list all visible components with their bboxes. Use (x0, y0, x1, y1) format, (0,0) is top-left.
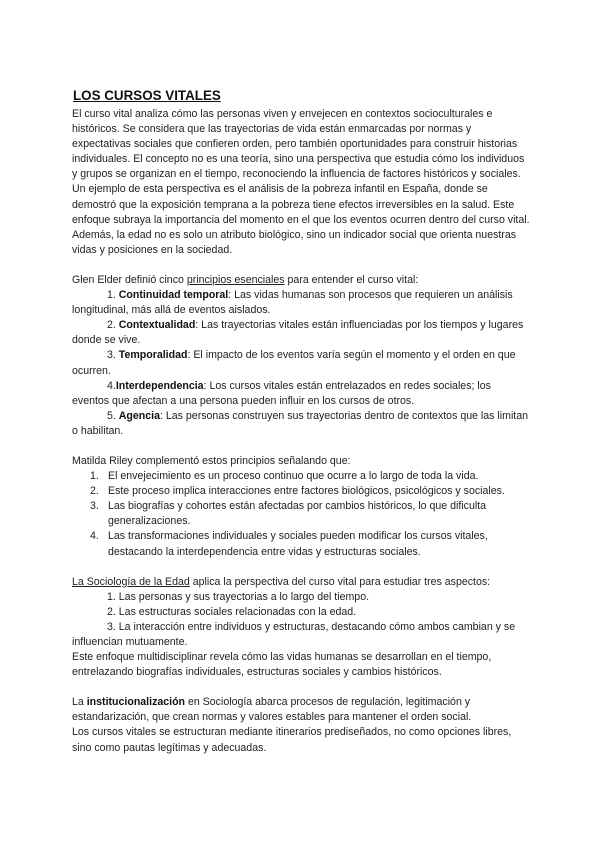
elder-principle-number: 2. (107, 319, 119, 332)
elder-principle-term: Contextualidad (118, 319, 196, 332)
elder-principle-term: Agencia (118, 409, 160, 422)
sociology-intro-post: aplica la perspectiva del curso vital para estudiar tres aspectos: (189, 575, 491, 588)
elder-principle-term: Interdependencia (115, 379, 204, 392)
elder-principle-number: 3. (107, 349, 119, 362)
elder-principle-text: : Los cursos vitales están entrelazados en redes sociales; los eventos que afectan a una persona pueden influir en los cursos de otros. (72, 379, 491, 407)
elder-principle-text: : El impacto de los eventos varía según el momento y el orden en que ocurren. (72, 349, 516, 377)
elder-principle-number: 5. (107, 409, 119, 422)
elder-principle-3 (72, 348, 530, 378)
sociology-aspect-1 (72, 590, 530, 605)
sociology-aspect-2 (72, 605, 530, 620)
institutionalization-pre: La (72, 696, 87, 709)
spacer (72, 258, 530, 273)
spacer (72, 680, 530, 695)
elder-intro-post: para entender el curso vital: (284, 273, 419, 286)
elder-principle-term: Continuidad temporal (118, 289, 229, 302)
elder-principle-text: : Las trayectorias vitales están influenciadas por los tiempos y lugares donde se vive. (72, 319, 524, 347)
elder-intro (72, 273, 530, 288)
sociology-aspect-text: La interacción entre individuos y estructuras, destacando cómo ambos cambian y se influencian mutuamente. (72, 620, 516, 648)
sociology-aspect-text: Las personas y sus trayectorias a lo largo del tiempo. (118, 590, 370, 603)
elder-intro-link: principios esenciales (186, 273, 285, 286)
riley-item-text: Las transformaciones individuales y sociales pueden modificar los cursos vitales, destacando la interdependencia entre vidas y estructuras sociales. (108, 530, 488, 558)
riley-item-4 (72, 529, 530, 559)
spacer (72, 560, 530, 575)
institutionalization-term: institucionalización (86, 696, 186, 709)
intro-paragraph-2: Un ejemplo de esta perspectiva es el análisis de la pobreza infantil en España, donde se demostró que la exposición temprana a la pobreza tiene efectos irreversibles en la salud. Este enfoque subraya la importancia del momento en el que los eventos ocurren dentro del curso vital. Además, la edad no es solo un atributo biológico, sino un indicador social que orienta nuestras vidas y posiciones en la sociedad. (72, 183, 530, 256)
riley-intro: Matilda Riley complementó estos principios señalando que: (72, 454, 351, 467)
riley-item-number: 2. (90, 485, 99, 498)
document-page (72, 88, 530, 756)
riley-item-text: Este proceso implica interacciones entre factores biológicos, psicológicos y sociales. (108, 485, 505, 498)
riley-item-text: El envejecimiento es un proceso continuo que ocurre a lo largo de toda la vida. (108, 470, 479, 483)
sociology-aspect-number: 2. (107, 605, 119, 618)
elder-principle-1 (72, 288, 530, 318)
elder-principle-5 (72, 409, 530, 439)
sociology-aspect-3 (72, 620, 530, 650)
sociology-intro (72, 575, 530, 590)
sociology-closing: Este enfoque multidisciplinar revela cómo las vidas humanas se desarrollan en el tiempo, entrelazando biografías individuales, estructuras sociales y cambios históricos. (72, 651, 492, 679)
institutionalization-paragraph-2: Los cursos vitales se estructuran mediante itinerarios prediseñados, no como opciones libres, sino como pautas legítimas y adecuadas. (72, 726, 512, 754)
institutionalization-post: en Sociología abarca procesos de regulación, legitimación y estandarización, que crean normas y valores estables para mantener el orden social. (72, 696, 472, 724)
elder-principle-4 (72, 379, 530, 409)
sociology-aspect-number: 3. (107, 620, 119, 633)
sociology-aspect-text: Las estructuras sociales relacionadas con la edad. (118, 605, 357, 618)
elder-principle-term: Temporalidad (118, 349, 188, 362)
riley-item-text: Las biografías y cohortes están afectadas por cambios históricos, lo que dificulta generalizaciones. (108, 500, 487, 528)
document-title: LOS CURSOS VITALES (73, 88, 221, 103)
riley-item-number: 1. (90, 470, 99, 483)
elder-intro-pre: Glen Elder definió cinco (72, 273, 187, 286)
elder-principle-number: 4. (107, 379, 116, 392)
riley-item-number: 3. (90, 500, 99, 513)
riley-item-2 (72, 484, 530, 499)
elder-principle-text: : Las personas construyen sus trayectorias dentro de contextos que las limitan o habilitan. (72, 409, 529, 437)
sociology-aspect-number: 1. (107, 590, 119, 603)
spacer (72, 439, 530, 454)
elder-principle-2 (72, 318, 530, 348)
riley-item-3 (72, 499, 530, 529)
intro-paragraph-1: El curso vital analiza cómo las personas viven y envejecen en contextos socioculturales e históricos. Se considera que las trayectorias de vida están enmarcadas por normas y expectativas sociales que confieren orden, pero también oportunidades para construir historias individuales. El concepto no es una teoría, sino una perspectiva que estudia cómo los individuos y grupos se organizan en el tiempo, reconociendo la influencia de factores históricos y sociales. (72, 108, 525, 181)
elder-principle-text: : Las vidas humanas son procesos que requieren un análisis longitudinal, más allá de eventos aislados. (72, 289, 513, 317)
elder-principle-number: 1. (107, 289, 119, 302)
sociology-intro-link: La Sociología de la Edad (72, 575, 190, 588)
riley-item-number: 4. (90, 530, 99, 543)
institutionalization-paragraph (72, 695, 530, 725)
riley-item-1 (72, 469, 530, 484)
